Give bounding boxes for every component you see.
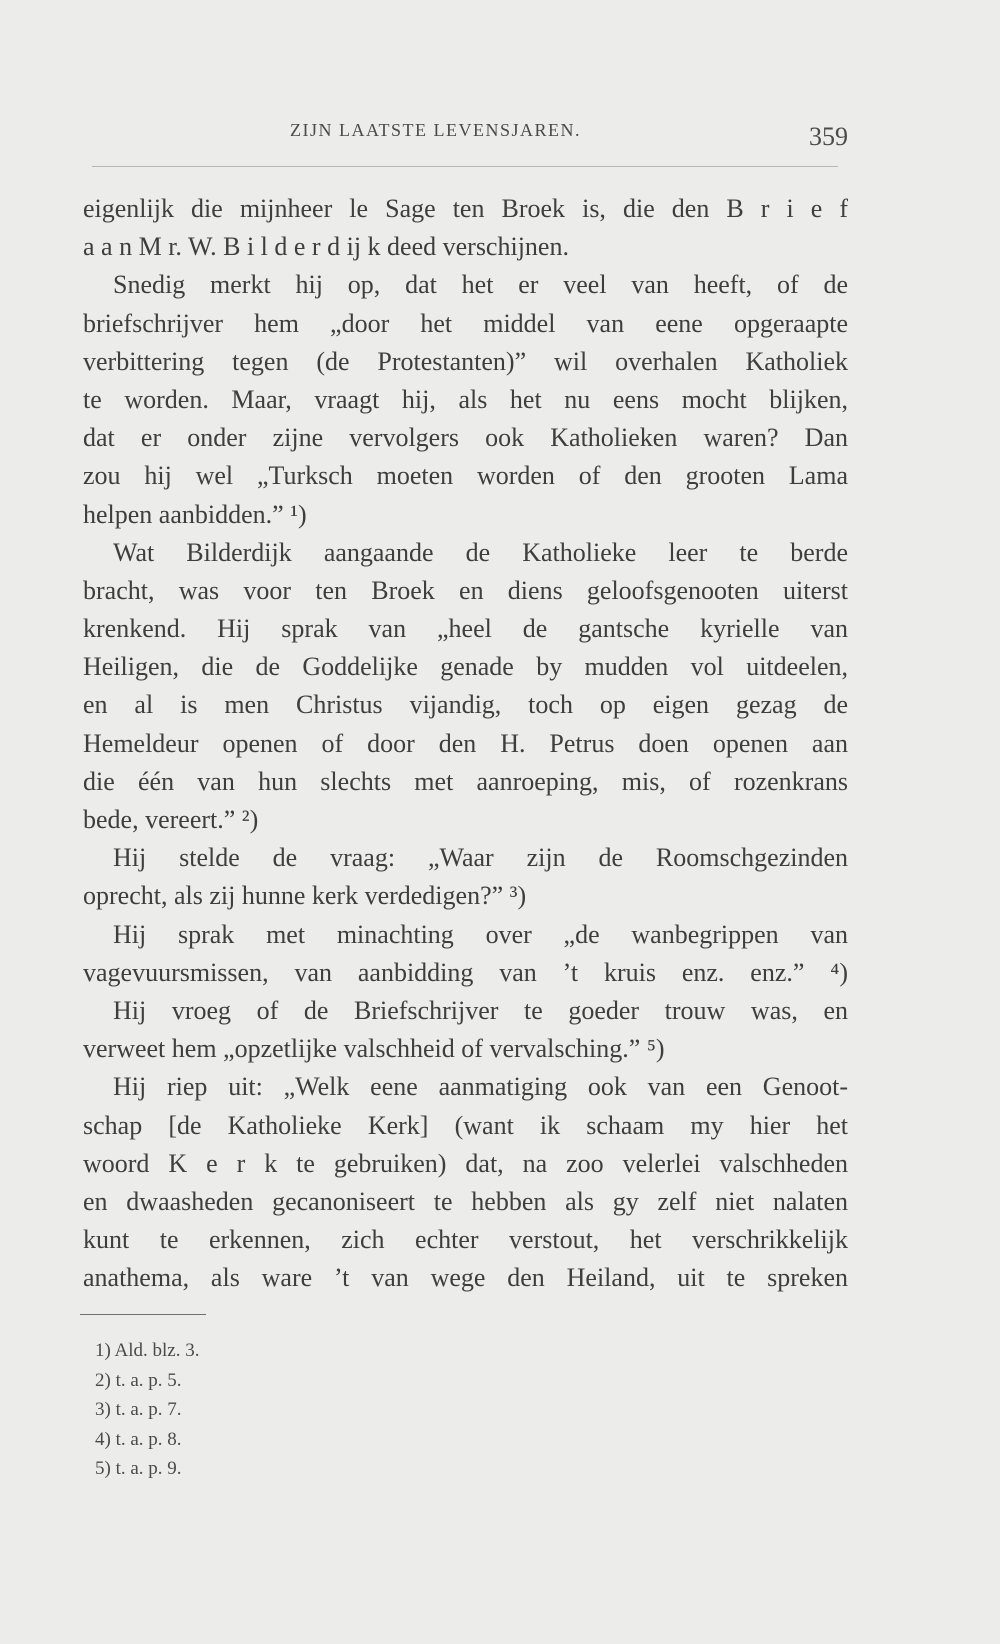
text-line: te worden. Maar, vraagt hij, als het nu eens mocht blijken,	[83, 384, 848, 414]
footnotes	[95, 1336, 200, 1484]
text-line: Hemeldeur openen of door den H. Petrus doen openen aan	[83, 728, 848, 758]
text-line: Hij sprak met minachting over „de wanbegrippen van	[113, 919, 848, 949]
text-line: verweet hem „opzetlijke valschheid of vervalsching.” ⁵)	[83, 1034, 665, 1064]
text-line: Snedig merkt hij op, dat het er veel van heeft, of de	[113, 270, 848, 300]
footnote-rule	[80, 1314, 206, 1315]
text-line: briefschrijver hem „door het middel van eene opgeraapte	[83, 308, 848, 338]
text-line: bede, vereert.” ²)	[83, 805, 259, 834]
text-line: helpen aanbidden.” ¹)	[83, 499, 307, 529]
text-line: verbittering tegen (de Protestanten)” wil overhalen Katholiek	[83, 346, 848, 376]
text-line: a a n M r. W. B i l d e r d ij k deed verschijnen.	[83, 232, 569, 262]
running-title: ZIJN LAATSTE LEVENSJAREN.	[290, 120, 581, 140]
footnote: 4) t. a. p. 8.	[95, 1428, 182, 1450]
text-line: bracht, was voor ten Broek en diens geloofsgenooten uiterst	[83, 575, 848, 605]
text-line: eigenlijk die mijnheer le Sage ten Broek is, die den B r i e f	[83, 194, 848, 223]
body-text	[83, 190, 848, 1297]
text-line: dat er onder zijne vervolgers ook Katholieken waren? Dan	[83, 423, 848, 453]
header-rule	[92, 160, 838, 167]
page-number: 359	[809, 122, 848, 151]
footnote: 2) t. a. p. 5.	[95, 1369, 182, 1391]
text-line: kunt te erkennen, zich echter verstout, het verschrikkelijk	[83, 1225, 848, 1255]
text-line: zou hij wel „Turksch moeten worden of den grooten Lama	[83, 461, 848, 491]
text-line: en al is men Christus vijandig, toch op eigen gezag de	[83, 690, 848, 720]
text-line: schap [de Katholieke Kerk] (want ik schaam my hier het	[83, 1110, 848, 1140]
text-line: Heiligen, die de Goddelijke genade by mudden vol uitdeelen,	[83, 652, 848, 682]
text-line: Wat Bilderdijk aangaande de Katholieke leer te berde	[113, 537, 848, 567]
text-line: vagevuursmissen, van aanbidding van ’t kruis enz. enz.” ⁴)	[83, 957, 848, 987]
text-line: en dwaasheden gecanoniseert te hebben als gy zelf niet nalaten	[83, 1186, 848, 1216]
footnote: 3) t. a. p. 7.	[95, 1399, 182, 1420]
footnote: 5) t. a. p. 9.	[95, 1458, 182, 1479]
text-line: oprecht, als zij hunne kerk verdedigen?” ³)	[83, 881, 527, 911]
text-line: die één van hun slechts met aanroeping, mis, of rozenkrans	[83, 766, 848, 796]
text-line: Hij vroeg of de Briefschrijver te goeder trouw was, en	[113, 995, 848, 1025]
text-line: anathema, als ware ’t van wege den Heiland, uit te spreken	[83, 1263, 848, 1293]
text-line: Hij riep uit: „Welk eene aanmatiging ook van een Genoot-	[113, 1072, 848, 1102]
footnote: 1) Ald. blz. 3.	[95, 1340, 200, 1361]
running-head	[92, 118, 848, 158]
text-line: woord K e r k te gebruiken) dat, na zoo velerlei valschheden	[83, 1148, 848, 1178]
text-line: Hij stelde de vraag: „Waar zijn de Roomschgezinden	[113, 843, 848, 873]
text-line: krenkend. Hij sprak van „heel de gantsche kyrielle van	[83, 614, 848, 644]
